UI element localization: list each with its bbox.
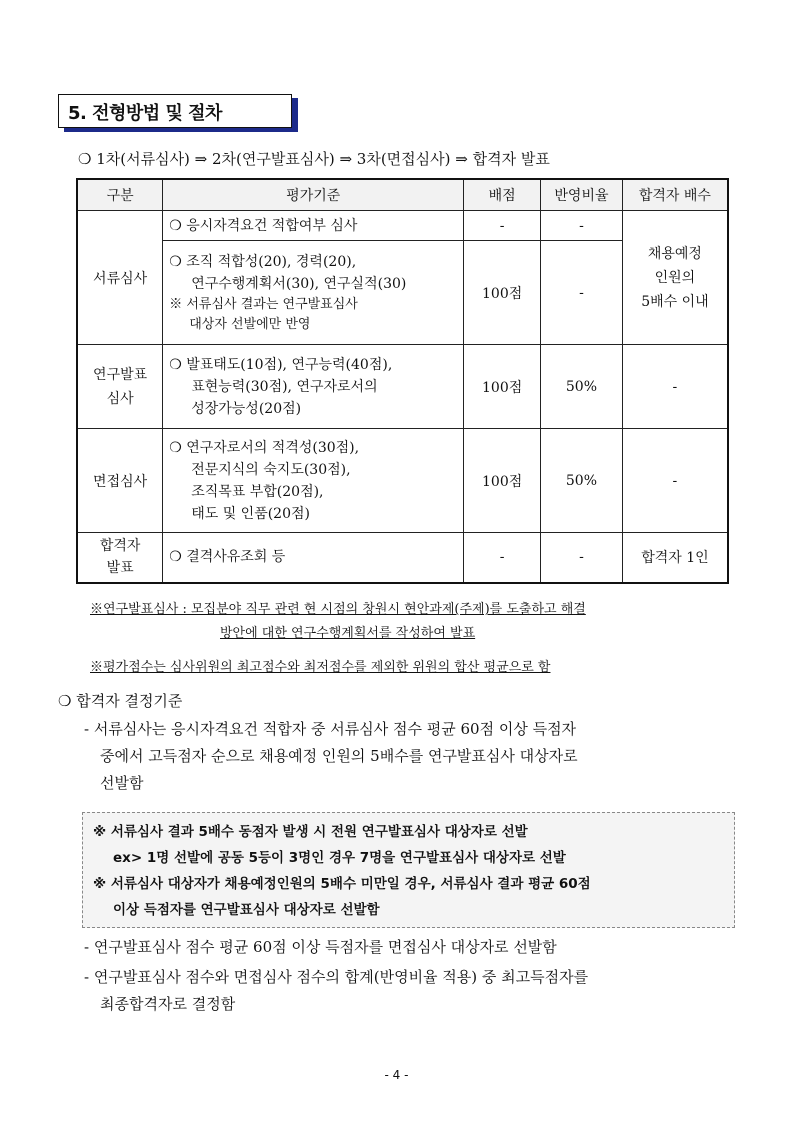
header-criteria: 평가기준 <box>163 179 464 211</box>
note-line: ex> 1명 선발에 공동 5등이 3명인 경우 7명을 연구발표심사 대상자로 선발 <box>113 850 566 866</box>
footnote-presentation: ※연구발표심사 : 모집분야 직무 관련 현 시점의 창원시 현안과제(주제)를 도출하고 해결 <box>90 602 586 617</box>
note-line: ※ 서류심사 결과 5배수 동점자 발생 시 전원 연구발표심사 대상자로 선발 <box>93 824 528 840</box>
doc-multiple-line: 5배수 이내 <box>641 293 709 310</box>
note-line: 이상 득점자를 연구발표심사 대상자로 선발함 <box>113 902 380 918</box>
doc-criteria-1: ❍ 응시자격요건 적합여부 심사 <box>163 211 464 241</box>
presentation-criteria <box>163 345 464 429</box>
criteria-line: 성장가능성(20점) <box>191 400 302 417</box>
presentation-score: 100점 <box>464 345 541 429</box>
criteria-paragraph-1 <box>84 716 578 797</box>
criteria-paragraph-2: - 연구발표심사 점수 평균 60점 이상 득점자를 면접심사 대상자로 선발함 <box>84 938 557 956</box>
criteria-line: ❍ 발표태도(10점), 연구능력(40점), <box>169 356 393 373</box>
header-score: 배점 <box>464 179 541 211</box>
label-line: 합격자 <box>99 538 141 555</box>
criteria-line: 전문지식의 숙지도(30점), <box>191 461 351 478</box>
table-header-row <box>77 179 728 211</box>
doc-ratio-1: - <box>541 211 623 241</box>
footnote-scoring: ※평가점수는 심사위원의 최고점수와 최저점수를 제외한 위원의 합산 평균으로 함 <box>90 660 551 675</box>
doc-criteria-2 <box>163 241 464 345</box>
page-number: - 4 - <box>384 1068 409 1082</box>
criteria-line: 연구수행계획서(30), 연구실적(30) <box>191 275 407 292</box>
criteria-note: 대상자 선발에만 반영 <box>189 316 311 332</box>
label-line: 발표 <box>106 560 134 577</box>
footnote-presentation-cont: 방안에 대한 연구수행계획서를 작성하여 발표 <box>220 626 476 641</box>
presentation-multiple: - <box>622 345 728 429</box>
paragraph-line: - 서류심사는 응시자격요건 적합자 중 서류심사 점수 평균 60점 이상 득점자 <box>84 720 577 738</box>
interview-score: 100점 <box>464 429 541 533</box>
header-multiple: 합격자 배수 <box>622 179 728 211</box>
table-row <box>77 345 728 429</box>
criteria-note: ※ 서류심사 결과는 연구발표심사 <box>169 296 358 312</box>
label-line: 연구발표 <box>93 366 148 383</box>
paragraph-line: 중에서 고득점자 순으로 채용예정 인원의 5배수를 연구발표심사 대상자로 <box>100 747 578 765</box>
doc-review-label: 서류심사 <box>77 211 163 345</box>
evaluation-table <box>76 178 729 584</box>
criteria-line: 조직목표 부합(20점), <box>191 483 324 500</box>
section-title: 5. 전형방법 및 절차 <box>68 103 222 124</box>
final-ratio: - <box>541 533 623 583</box>
criteria-line: 표현능력(30점), 연구자로서의 <box>191 378 378 395</box>
final-multiple: 합격자 1인 <box>622 533 728 583</box>
table-row <box>77 429 728 533</box>
paragraph-line: - 연구발표심사 점수와 면접심사 점수의 합계(반영비율 적용) 중 최고득점자를 <box>84 968 589 986</box>
presentation-ratio: 50% <box>541 345 623 429</box>
label-line: 심사 <box>106 390 134 407</box>
criteria-paragraph-3 <box>84 964 588 1018</box>
criteria-line: 태도 및 인품(20점) <box>191 505 310 522</box>
interview-criteria <box>163 429 464 533</box>
doc-multiple-line: 채용예정 <box>647 245 702 262</box>
criteria-heading: ❍ 합격자 결정기준 <box>58 692 183 710</box>
interview-ratio: 50% <box>541 429 623 533</box>
header-category: 구분 <box>77 179 163 211</box>
doc-score-2: 100점 <box>464 241 541 345</box>
final-score: - <box>464 533 541 583</box>
presentation-label <box>77 345 163 429</box>
table-row <box>77 533 728 583</box>
header-ratio: 반영비율 <box>541 179 623 211</box>
paragraph-line: 최종합격자로 결정함 <box>100 995 236 1013</box>
note-box <box>82 812 735 928</box>
doc-ratio-2: - <box>541 241 623 345</box>
table-row <box>77 211 728 241</box>
final-label <box>77 533 163 583</box>
note-line: ※ 서류심사 대상자가 채용예정인원의 5배수 미만일 경우, 서류심사 결과 평균 60점 <box>93 876 591 892</box>
doc-score-1: - <box>464 211 541 241</box>
interview-label: 면접심사 <box>77 429 163 533</box>
final-criteria: ❍ 결격사유조회 등 <box>163 533 464 583</box>
criteria-line: ❍ 연구자로서의 적격성(30점), <box>169 439 360 456</box>
process-flow: ❍ 1차(서류심사) ⇒ 2차(연구발표심사) ⇒ 3차(면접심사) ⇒ 합격자 발표 <box>78 150 550 168</box>
paragraph-line: 선발함 <box>100 774 144 792</box>
interview-multiple: - <box>622 429 728 533</box>
doc-multiple-line: 인원의 <box>654 269 696 286</box>
doc-multiple <box>622 211 728 345</box>
criteria-line: ❍ 조직 적합성(20), 경력(20), <box>169 253 357 270</box>
